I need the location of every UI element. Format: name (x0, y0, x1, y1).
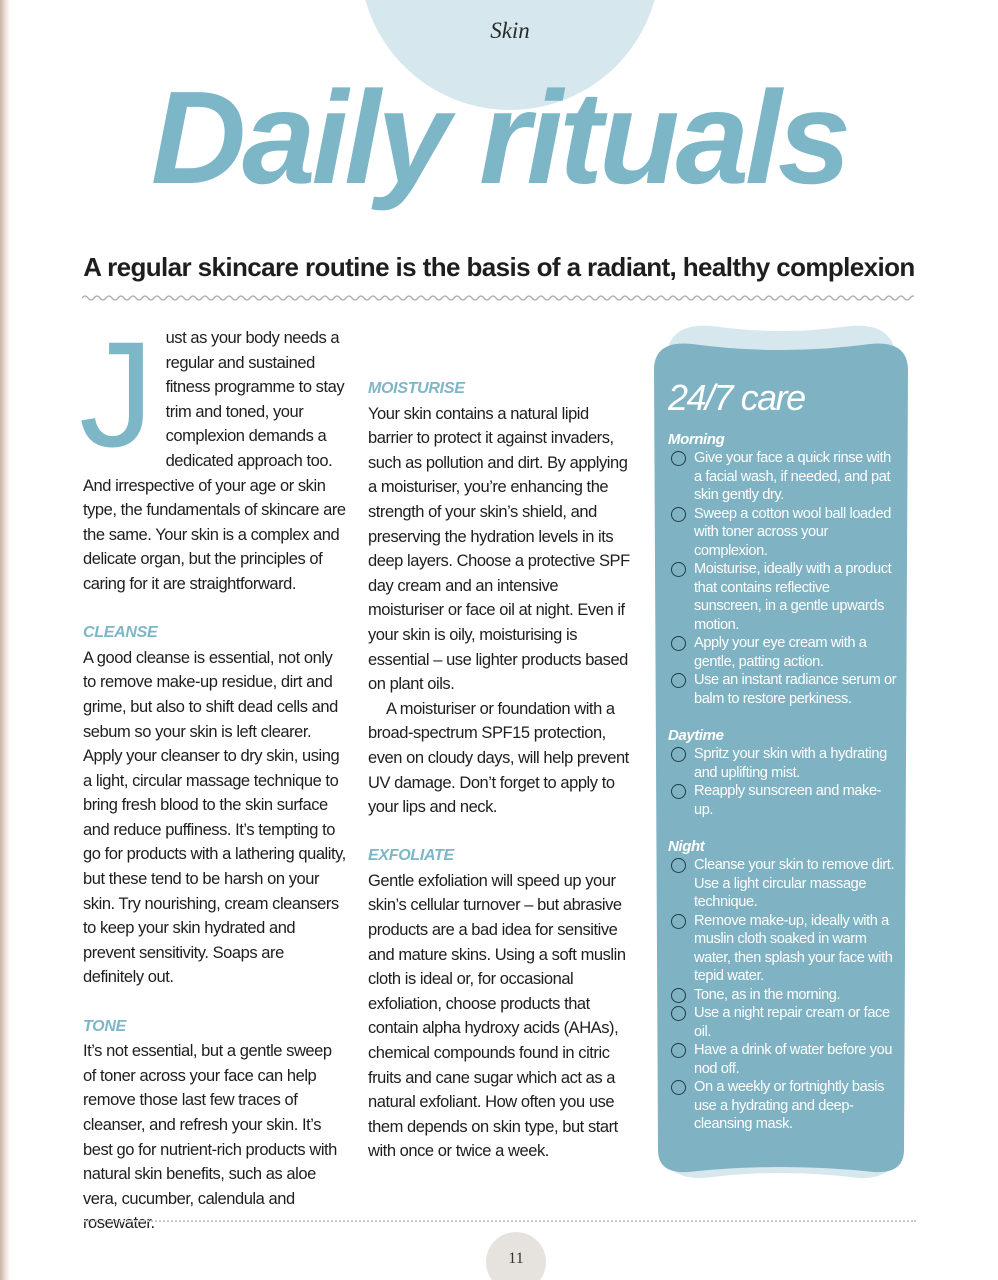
checkbox-circle-icon (671, 1080, 686, 1095)
sidebar-247-care (652, 322, 910, 1184)
group-title-morning: Morning (668, 431, 725, 448)
checkbox-circle-icon (671, 747, 686, 762)
checklist-item (668, 856, 898, 912)
group-title-night: Night (668, 838, 705, 855)
checklist-item (668, 912, 898, 986)
cleanse-heading: CLEANSE (83, 624, 158, 642)
checkbox-circle-icon (671, 451, 686, 466)
checkbox-circle-icon (671, 784, 686, 799)
column-left (79, 310, 347, 1236)
checkbox-circle-icon (671, 562, 686, 577)
tone-heading: TONE (83, 1017, 126, 1035)
column-middle (368, 328, 630, 1164)
checklist-item-text: Use an instant radiance serum or balm to restore perkiness. (694, 672, 897, 707)
group-title-daytime: Daytime (668, 727, 724, 744)
checklist-item-text: Moisturise, ideally with a product that contains reflective sunscreen, in a gentle upwards motion. (694, 561, 892, 633)
checkbox-circle-icon (671, 1006, 686, 1021)
checklist-item-text: Spritz your skin with a hydrating and uplifting mist. (694, 746, 887, 781)
page-subtitle: A regular skincare routine is the basis of a radiant, healthy complexion (83, 252, 915, 282)
cleanse-text: A good cleanse is essential, not only to remove make-up residue, dirt and grime, but also to shift dead cells and sebum so your skin is left clearer. Apply your cleanser to dry skin, using a light, circular massage technique to bring fresh blood to the skin surface and reduce puffiness. It’s tempting to go for products with a lathering quality, but these tend to be harsh on your skin. Try nourishing, cream cleansers to keep your skin hydrated and prevent sensitivity. Soaps are definitely out. (83, 648, 346, 987)
moisturise-text-2: A moisturiser or foundation with a broad-spectrum SPF15 protection, even on cloudy days, will help prevent UV damage. Don’t forget to apply to your lips and neck. (368, 699, 629, 817)
page-number: 11 (508, 1250, 524, 1267)
checklist-item-text: Give your face a quick rinse with a facial wash, if needed, and pat skin gently dry. (694, 450, 891, 503)
sidebar-group-morning (668, 430, 898, 708)
checkbox-circle-icon (671, 988, 686, 1003)
checklist-item (668, 1041, 898, 1078)
checklist-item (668, 671, 898, 708)
checklist-item-text: Apply your eye cream with a gentle, patting action. (694, 635, 867, 670)
checklist-item-text: Cleanse your skin to remove dirt. Use a light circular massage technique. (694, 857, 895, 910)
checkbox-circle-icon (671, 1043, 686, 1058)
checklist-item (668, 505, 898, 561)
drop-cap: J (79, 310, 154, 478)
checkbox-circle-icon (671, 636, 686, 651)
sidebar-content (668, 376, 898, 1152)
sidebar-group-daytime (668, 726, 898, 819)
checklist-item (668, 986, 898, 1005)
sidebar-title: 24/7 care (668, 377, 805, 418)
checklist-item (668, 1078, 898, 1134)
sidebar-group-night (668, 837, 898, 1134)
page-title: Daily rituals (150, 64, 848, 211)
checkbox-circle-icon (671, 673, 686, 688)
checklist-item-text: Sweep a cotton wool ball loaded with toner across your complexion. (694, 505, 891, 559)
checklist-item (668, 449, 898, 505)
checklist-item (668, 634, 898, 671)
checklist-item-text: Remove make-up, ideally with a muslin cloth soaked in warm water, then splash your face with tepid water. (694, 912, 893, 984)
checkbox-circle-icon (671, 914, 686, 929)
exfoliate-text: Gentle exfoliation will speed up your skin’s cellular turnover – but abrasive products are a bad idea for sensitive and mature skins. Using a soft muslin cloth is ideal or, for occasional exfoliation, choose products that contain alpha hydroxy acids (AHAs), chemical compounds found in citric fruits and cane sugar which act as a natural exfoliant. How often you use them depends on skin type, but start with once or twice a week. (368, 871, 626, 1161)
tone-text: It’s not essential, but a gentle sweep of toner across your face can help remove those last few traces of cleanser, and refresh your skin. It’s best go for nutrient-rich products with natural skin benefits, such as aloe vera, cucumber, calendula and rosewater. (83, 1042, 337, 1233)
checklist-item (668, 782, 898, 819)
checklist-item-text: Have a drink of water before you nod off. (694, 1042, 893, 1077)
moisturise-text: Your skin contains a natural lipid barrier to protect it against invaders, such as pollution and dirt. By applying a moisturiser, you’re enhancing the strength of your skin’s shield, and preserving the hydration levels in its deep layers. Choose a protective SPF day cream and an intensive moisturiser or face oil at night. Even if your skin is oily, moisturising is essential – use lighter products based on plant oils. (368, 404, 630, 694)
checklist-item-text: On a weekly or fortnightly basis use a hydrating and deep-cleansing mask. (694, 1079, 884, 1132)
checklist-item (668, 1004, 898, 1041)
wavy-divider (82, 293, 914, 303)
exfoliate-heading: EXFOLIATE (368, 847, 454, 865)
checkbox-circle-icon (671, 507, 686, 522)
footer-dotted-rule (84, 1220, 916, 1222)
checklist-item-text: Reapply sunscreen and make-up. (694, 783, 882, 818)
intro-text: ust as your body needs a regular and sustained fitness programme to stay trim and toned, your complexion demands a dedicated approach too. And irrespective of your age or skin type, the fundamentals of skincare are the same. Your skin is a complex and delicate organ, but the principles of caring for it are straightforward. (83, 329, 346, 593)
intro-paragraph (79, 310, 347, 597)
checklist-item-text: Use a night repair cream or face oil. (694, 1005, 890, 1040)
section-label: Skin (490, 18, 530, 43)
checklist-item-text: Tone, as in the morning. (694, 986, 841, 1003)
checklist-item (668, 745, 898, 782)
moisturise-heading: MOISTURISE (368, 380, 465, 397)
checkbox-circle-icon (671, 858, 686, 873)
checklist-item (668, 560, 898, 634)
